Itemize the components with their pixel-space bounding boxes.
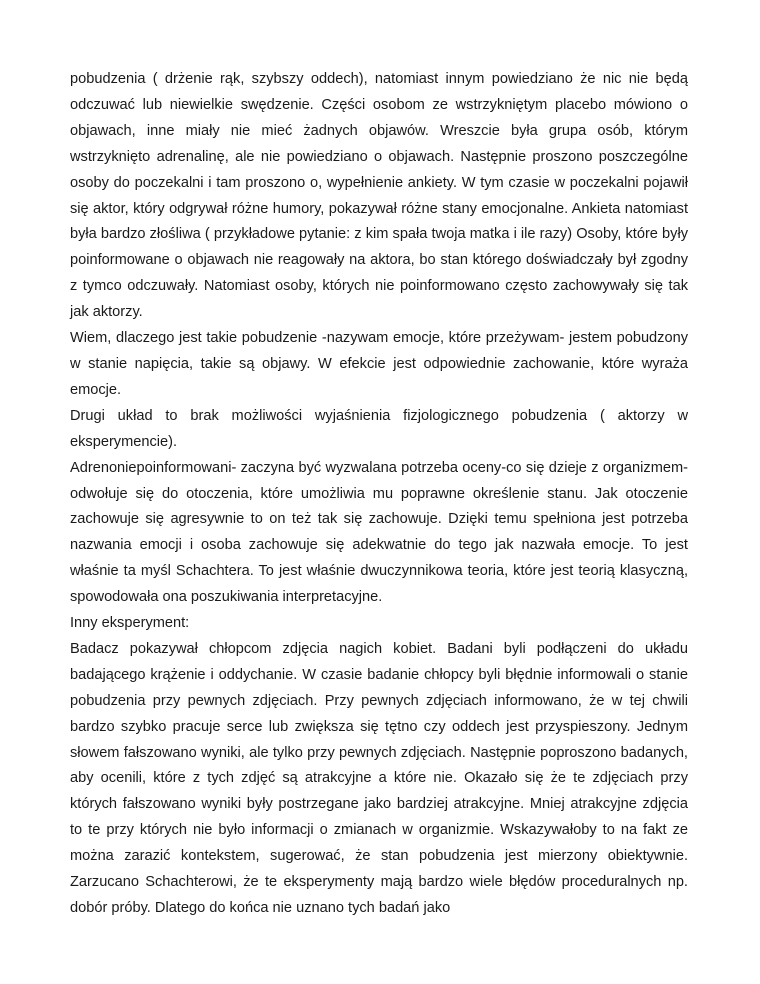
paragraph-another-experiment-heading: Inny eksperyment: [70,615,190,632]
paragraph-second-arrangement: Drugi układ to brak możliwości wyjaśnienia fizjologicznego pobudzenia ( aktorzy w eksperymencie). [70,407,688,450]
paragraph-emotion-naming: Wiem, dlaczego jest takie pobudzenie -nazywam emocje, które przeżywam- jestem pobudzony w stanie napięcia, takie są objawy. W efekcie jest odpowiednie zachowanie, które wyraża emocje. [70,330,688,398]
document-page [70,67,688,922]
paragraph-schachter-experiment: pobudzenia ( drżenie rąk, szybszy oddech), natomiast innym powiedziano że nic nie będą odczuwać lub niewielkie swędzenie. Części osobom ze wstrzykniętym placebo mówiono o objawach, inne miały nie mieć żadnych objawów. Wreszcie była grupa osób, którym wstrzyknięto adrenalinę, ale nie powiedziano o objawach. Następnie proszono poszczególne osoby do poczekalni i tam proszono o, wypełnienie ankiety. W tym czasie w poczekalni pojawił się aktor, który odgrywał różne humory, pokazywał różne stany emocjonalne. Ankieta natomiast była bardzo złośliwa ( przykładowe pytanie: z kim spała twoja matka i ile razy) Osoby, które były poinformowane o objawach nie reagowały na aktora, bo stan którego doświadczały był zgodny z tymco odczuwały. Natomiast osoby, których nie poinformowano często zachowywały się tak jak aktorzy. [70,71,688,321]
paragraph-uninformed-adrenaline: Adrenoniepoinformowani- zaczyna być wyzwalana potrzeba oceny-co się dzieje z organizmem- odwołuje się do otoczenia, które umożliwia mu poprawne określenie stanu. Jak otoczenie zachowuje się agresywnie to on też tak się zachowuje. Dzięki temu spełniona jest potrzeba nazwania emocji i osoba zachowuje się adekwatnie do tego jak nazwała emocje. To jest właśnie ta myśl Schachtera. To jest właśnie dwuczynnikowa teoria, które jest teorią klasyczną, spowodowała ona poszukiwania interpretacyjne. [70,459,688,606]
paragraph-photo-experiment: Badacz pokazywał chłopcom zdjęcia nagich kobiet. Badani byli podłączeni do układu badającego krążenie i oddychanie. W czasie badanie chłopcy byli błędnie informowali o stanie pobudzenia przy pewnych zdjęciach. Przy pewnych zdjęciach informowano, że w tej chwili bardzo szybko pracuje serce lub zwiększa się tętno czy oddech jest przyspieszony. Jednym słowem fałszowano wyniki, ale tylko przy pewnych zdjęciach. Następnie poproszono badanych, aby ocenili, które z tych zdjęć są atrakcyjne a które nie. Okazało się że te zdjęciach przy których fałszowano wyniki były postrzegane jako bardziej atrakcyjne. Mniej atrakcyjne zdjęcia to te przy których nie było informacji o zmianach w organizmie. Wskazywałoby to na fakt ze można zarazić kontekstem, sugerować, że stan pobudzenia jest mierzony obiektywnie. Zarzucano Schachterowi, że te eksperymenty mają bardzo wiele błędów proceduralnych np. dobór próby. Dlatego do końca nie uznano tych badań jako [70,640,688,916]
